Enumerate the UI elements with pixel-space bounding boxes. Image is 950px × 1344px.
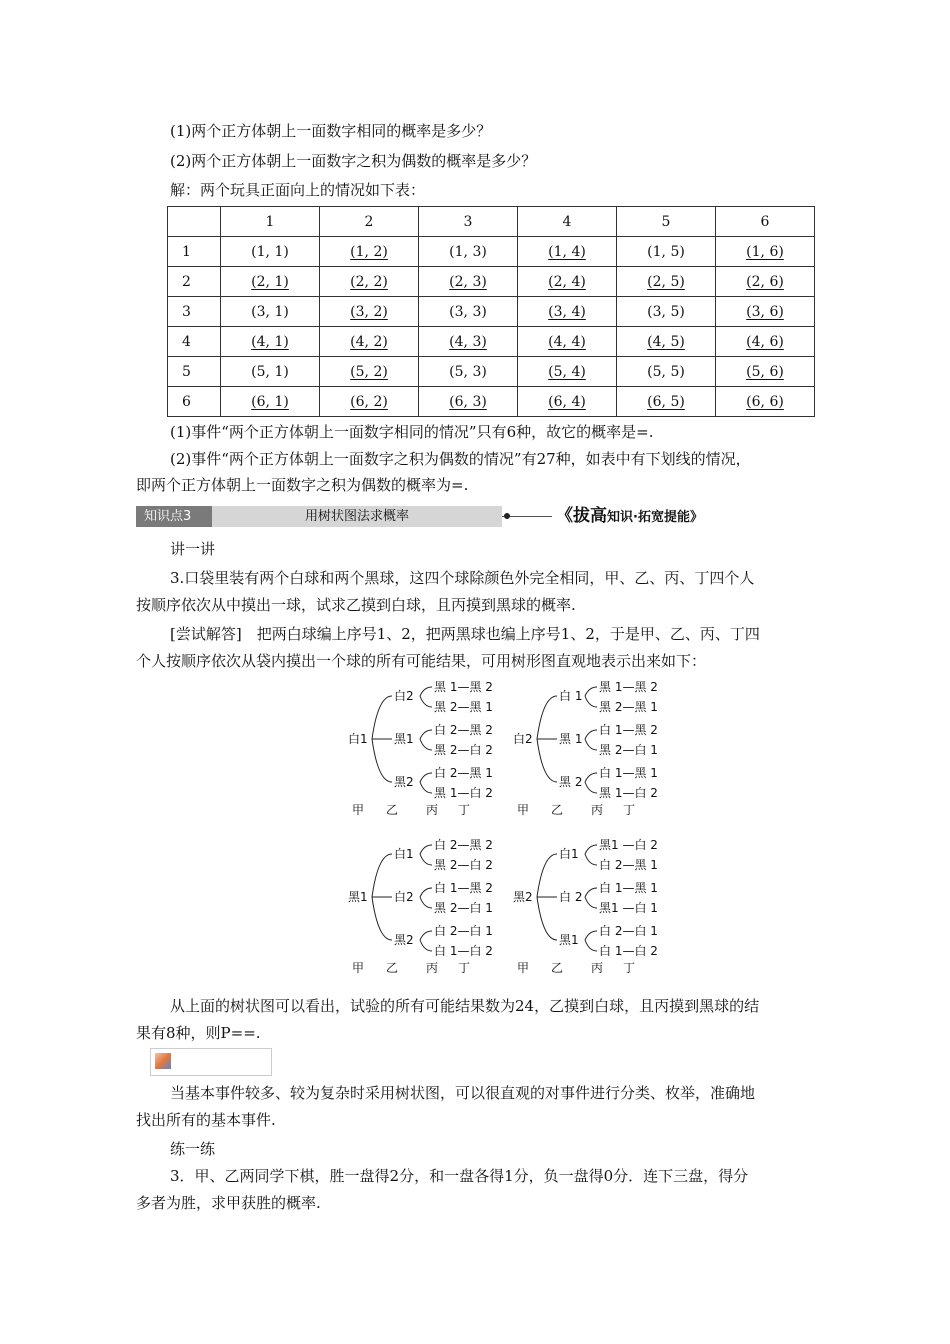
conclusion-line1: 从上面的树状图可以看出，试验的所有可能结果数为24，乙摸到白球，且丙摸到黑球的结 — [170, 997, 760, 1015]
table-cell — [419, 297, 518, 327]
tree-branch — [537, 854, 557, 897]
problem-3-line2: 按顺序依次从中摸出一球，试求乙摸到白球，且丙摸到黑球的概率. — [136, 596, 576, 614]
cell-value: (3, 5) — [647, 303, 685, 320]
cell-value: (5, 5) — [647, 363, 685, 380]
column-header: 4 — [518, 207, 617, 237]
tree-leaf-label: 黑1 —白 1 — [599, 901, 658, 915]
tree-leaf-label: 黑 1—白 2 — [599, 786, 658, 800]
tree-level-label: 甲 — [352, 961, 365, 975]
tree-mid-label: 白2 — [394, 689, 414, 703]
tree-branch — [420, 888, 432, 897]
tree-leaf-label: 黑 1—黑 2 — [599, 680, 658, 694]
outcome-table — [167, 206, 815, 417]
table-cell — [221, 267, 320, 297]
tree-mid-label: 黑2 — [394, 933, 414, 947]
cell-value: (6, 3) — [449, 393, 487, 410]
cell-value: (5, 2) — [350, 363, 388, 380]
tree-leaf-label: 白 1—白 2 — [599, 944, 658, 958]
cell-value: (2, 6) — [746, 273, 784, 290]
problem-3-line1: 3.口袋里装有两个白球和两个黑球，这四个球除颜色外完全相同，甲、乙、丙、丁四个人 — [170, 569, 755, 587]
tree-branch — [372, 854, 392, 897]
cell-value: (4, 6) — [746, 333, 784, 350]
tree-branch — [585, 931, 597, 940]
tree-branch — [585, 854, 597, 865]
table-cell — [419, 357, 518, 387]
tree-branch — [420, 739, 432, 750]
tree-leaf-label: 白 1—黑 2 — [599, 723, 658, 737]
table-cell — [716, 267, 815, 297]
tree-mid-label: 白1 — [559, 847, 579, 861]
cell-value: (3, 1) — [251, 303, 289, 320]
cell-value: (5, 4) — [548, 363, 586, 380]
tree-branch — [585, 773, 597, 782]
tree-level-label: 丙 — [426, 961, 439, 975]
section-lian: 练一练 — [170, 1140, 216, 1158]
tree-branch — [585, 888, 597, 897]
tree-leaf-label: 黑 2—白 1 — [599, 743, 658, 757]
tree-level-label: 甲 — [352, 803, 365, 817]
tree-level-label: 乙 — [551, 803, 564, 817]
tree-mid-label: 黑2 — [394, 775, 414, 789]
tree-mid-label: 白1 — [394, 847, 414, 861]
tree-branch — [585, 897, 597, 908]
tree-branch — [585, 687, 597, 696]
tree-leaf-label: 白 2—白 1 — [434, 924, 493, 938]
table-cell — [221, 297, 320, 327]
row-header: 6 — [168, 387, 221, 417]
table-cell — [518, 237, 617, 267]
table-cell — [617, 387, 716, 417]
table-row — [168, 267, 815, 297]
cell-value: (4, 5) — [647, 333, 685, 350]
try-answer-line2: 个人按顺序依次从袋内摸出一个球的所有可能结果，可用树形图直观地表示出来如下： — [136, 652, 707, 670]
cell-value: (2, 2) — [350, 273, 388, 290]
cell-value: (6, 5) — [647, 393, 685, 410]
tree-branch — [420, 845, 432, 854]
conclusion-line2: 果有8种，则P==. — [136, 1024, 261, 1042]
tree-leaf-label: 黑 2—白 2 — [434, 743, 493, 757]
table-cell — [320, 357, 419, 387]
solution-intro: 解：两个玩具正面向上的情况如下表： — [170, 181, 426, 199]
tree-branch — [585, 845, 597, 854]
table-cell — [716, 387, 815, 417]
tree-branch — [372, 739, 392, 782]
tree-root-label: 黑1 — [348, 890, 368, 904]
cell-value: (1, 2) — [350, 243, 388, 260]
tree-leaf-label: 黑 2—黑 1 — [599, 700, 658, 714]
table-cell — [320, 267, 419, 297]
tree-leaf-label: 黑 2—白 1 — [434, 901, 493, 915]
row-header: 3 — [168, 297, 221, 327]
answer-2-line1: (2)事件“两个正方体朝上一面数字之积为偶数的情况”有27种，如表中有下划线的情况， — [170, 450, 751, 468]
table-cell — [221, 237, 320, 267]
tree-branch — [420, 696, 432, 707]
table-cell — [518, 327, 617, 357]
question-2: (2)两个正方体朝上一面数字之积为偶数的概率是多少？ — [170, 152, 537, 170]
tree-level-label: 乙 — [386, 803, 399, 817]
tree-leaf-label: 白 2—黑 2 — [434, 723, 493, 737]
table-cell — [716, 357, 815, 387]
tree-level-label: 丁 — [623, 803, 636, 817]
column-header: 1 — [221, 207, 320, 237]
tree-branch — [537, 739, 557, 782]
tree-leaf-label: 黑 1—黑 2 — [434, 680, 493, 694]
tree-leaf-label: 黑 2—黑 1 — [434, 700, 493, 714]
tree-mid-label: 黑 2 — [559, 775, 583, 789]
knowledge-point-bar — [136, 506, 776, 527]
tree-level-label: 丙 — [591, 803, 604, 817]
table-cell — [518, 357, 617, 387]
tagline-small: 知识·拓宽提能》 — [607, 510, 703, 525]
tree-level-label: 乙 — [386, 961, 399, 975]
cell-value: (2, 3) — [449, 273, 487, 290]
table-corner — [168, 207, 221, 237]
section-jiang: 讲一讲 — [170, 540, 216, 558]
tree-diagram-white1 — [340, 676, 510, 820]
tree-branch — [420, 730, 432, 739]
table-header-row — [168, 207, 815, 237]
exercise-3-line1: 3．甲、乙两同学下棋，胜一盘得2分，和一盘各得1分，负一盘得0分．连下三盘，得分 — [170, 1167, 749, 1185]
tree-branch — [585, 739, 597, 750]
cell-value: (6, 6) — [746, 393, 784, 410]
tree-leaf-label: 白 2—黑 1 — [434, 766, 493, 780]
tree-leaf-label: 白 2—黑 1 — [599, 858, 658, 872]
tree-level-label: 丙 — [591, 961, 604, 975]
table-row — [168, 297, 815, 327]
table-cell — [617, 327, 716, 357]
cell-value: (5, 6) — [746, 363, 784, 380]
table-row — [168, 237, 815, 267]
tree-level-label: 丁 — [458, 803, 471, 817]
table-cell — [221, 327, 320, 357]
tree-branch — [537, 897, 557, 940]
cell-value: (6, 1) — [251, 393, 289, 410]
cell-value: (2, 4) — [548, 273, 586, 290]
table-row — [168, 327, 815, 357]
table-cell — [221, 357, 320, 387]
cell-value: (6, 2) — [350, 393, 388, 410]
cell-value: (4, 4) — [548, 333, 586, 350]
bullet-icon — [504, 513, 510, 519]
row-header: 1 — [168, 237, 221, 267]
tip-line1: 当基本事件较多、较为复杂时采用树状图，可以很直观的对事件进行分类、枚举，准确地 — [170, 1084, 756, 1102]
tree-level-label: 甲 — [517, 803, 530, 817]
tree-diagram-white2 — [505, 676, 675, 820]
table-cell — [419, 237, 518, 267]
tree-diagram-black1 — [340, 834, 510, 984]
tree-level-label: 乙 — [551, 961, 564, 975]
tree-leaf-label: 黑 1—白 2 — [434, 786, 493, 800]
row-header: 5 — [168, 357, 221, 387]
tree-root-label: 黑2 — [513, 890, 533, 904]
cell-value: (3, 4) — [548, 303, 586, 320]
cell-value: (1, 3) — [449, 243, 487, 260]
row-header: 4 — [168, 327, 221, 357]
cell-value: (1, 6) — [746, 243, 784, 260]
tree-mid-label: 黑 1 — [559, 732, 583, 746]
cell-value: (2, 1) — [251, 273, 289, 290]
table-cell — [617, 357, 716, 387]
knowledge-point-title: 用树状图法求概率 — [212, 506, 502, 527]
cell-value: (3, 2) — [350, 303, 388, 320]
table-cell — [419, 327, 518, 357]
tree-leaf-label: 黑1 —白 2 — [599, 838, 658, 852]
tree-level-label: 丙 — [426, 803, 439, 817]
table-cell — [617, 267, 716, 297]
table-cell — [518, 297, 617, 327]
tree-mid-label: 白 2 — [559, 890, 583, 904]
cell-value: (6, 4) — [548, 393, 586, 410]
row-header: 2 — [168, 267, 221, 297]
table-cell — [518, 267, 617, 297]
tree-branch — [585, 782, 597, 793]
tree-mid-label: 白2 — [394, 890, 414, 904]
tagline-big: 《拔高 — [556, 506, 607, 526]
tree-leaf-label: 白 1—黑 1 — [599, 881, 658, 895]
table-row — [168, 357, 815, 387]
cell-value: (3, 6) — [746, 303, 784, 320]
tree-branch — [585, 940, 597, 951]
cell-value: (5, 1) — [251, 363, 289, 380]
try-answer-line1: [尝试解答] 把两白球编上序号1、2，把两黑球也编上序号1、2，于是甲、乙、丙、丁四 — [170, 625, 760, 643]
tree-branch — [537, 696, 557, 739]
cell-value: (1, 4) — [548, 243, 586, 260]
column-header: 6 — [716, 207, 815, 237]
tree-branch — [420, 773, 432, 782]
cell-value: (1, 1) — [251, 243, 289, 260]
tree-branch — [420, 687, 432, 696]
tree-diagram-black2 — [505, 834, 675, 984]
table-cell — [716, 237, 815, 267]
cell-value: (4, 2) — [350, 333, 388, 350]
table-cell — [320, 237, 419, 267]
tree-leaf-label: 白 1—白 2 — [434, 944, 493, 958]
table-cell — [419, 387, 518, 417]
question-1: (1)两个正方体朝上一面数字相同的概率是多少？ — [170, 122, 492, 140]
tree-branch — [420, 897, 432, 908]
column-header: 2 — [320, 207, 419, 237]
tree-branch — [585, 696, 597, 707]
table-cell — [518, 387, 617, 417]
table-cell — [320, 327, 419, 357]
knowledge-point-tag: 知识点3 — [136, 506, 212, 527]
answer-2-line2: 即两个正方体朝上一面数字之积为偶数的概率为=. — [136, 476, 469, 494]
tree-leaf-label: 白 1—黑 1 — [599, 766, 658, 780]
cell-value: (1, 5) — [647, 243, 685, 260]
tree-mid-label: 白 1 — [559, 689, 583, 703]
cell-value: (4, 3) — [449, 333, 487, 350]
image-icon — [155, 1053, 171, 1069]
table-cell — [221, 387, 320, 417]
cell-value: (2, 5) — [647, 273, 685, 290]
tree-branch — [372, 897, 392, 940]
table-row — [168, 387, 815, 417]
table-cell — [419, 267, 518, 297]
tree-level-label: 丁 — [623, 961, 636, 975]
column-header: 5 — [617, 207, 716, 237]
tree-level-label: 甲 — [517, 961, 530, 975]
exercise-3-line2: 多者为胜，求甲获胜的概率. — [136, 1194, 321, 1212]
note-image — [150, 1048, 272, 1076]
tree-leaf-label: 白 2—黑 2 — [434, 838, 493, 852]
table-cell — [716, 327, 815, 357]
table-cell — [617, 237, 716, 267]
tree-mid-label: 黑1 — [559, 933, 579, 947]
tree-root-label: 白1 — [348, 732, 368, 746]
tree-leaf-label: 白 1—黑 2 — [434, 881, 493, 895]
tree-branch — [372, 696, 392, 739]
tree-branch — [585, 730, 597, 739]
tip-line2: 找出所有的基本事件. — [136, 1111, 276, 1129]
tree-mid-label: 黑1 — [394, 732, 414, 746]
tree-level-label: 丁 — [458, 961, 471, 975]
tree-branch — [420, 940, 432, 951]
tree-root-label: 白2 — [513, 732, 533, 746]
tree-branch — [420, 782, 432, 793]
table-cell — [320, 297, 419, 327]
answer-1: (1)事件“两个正方体朝上一面数字相同的情况”只有6种，故它的概率是=. — [170, 423, 654, 441]
table-cell — [320, 387, 419, 417]
cell-value: (3, 3) — [449, 303, 487, 320]
tree-branch — [420, 854, 432, 865]
cell-value: (5, 3) — [449, 363, 487, 380]
column-header: 3 — [419, 207, 518, 237]
cell-value: (4, 1) — [251, 333, 289, 350]
tree-branch — [420, 931, 432, 940]
tree-leaf-label: 黑 2—白 2 — [434, 858, 493, 872]
knowledge-point-tagline — [556, 506, 703, 527]
table-cell — [617, 297, 716, 327]
tree-leaf-label: 白 2—白 1 — [599, 924, 658, 938]
table-cell — [716, 297, 815, 327]
